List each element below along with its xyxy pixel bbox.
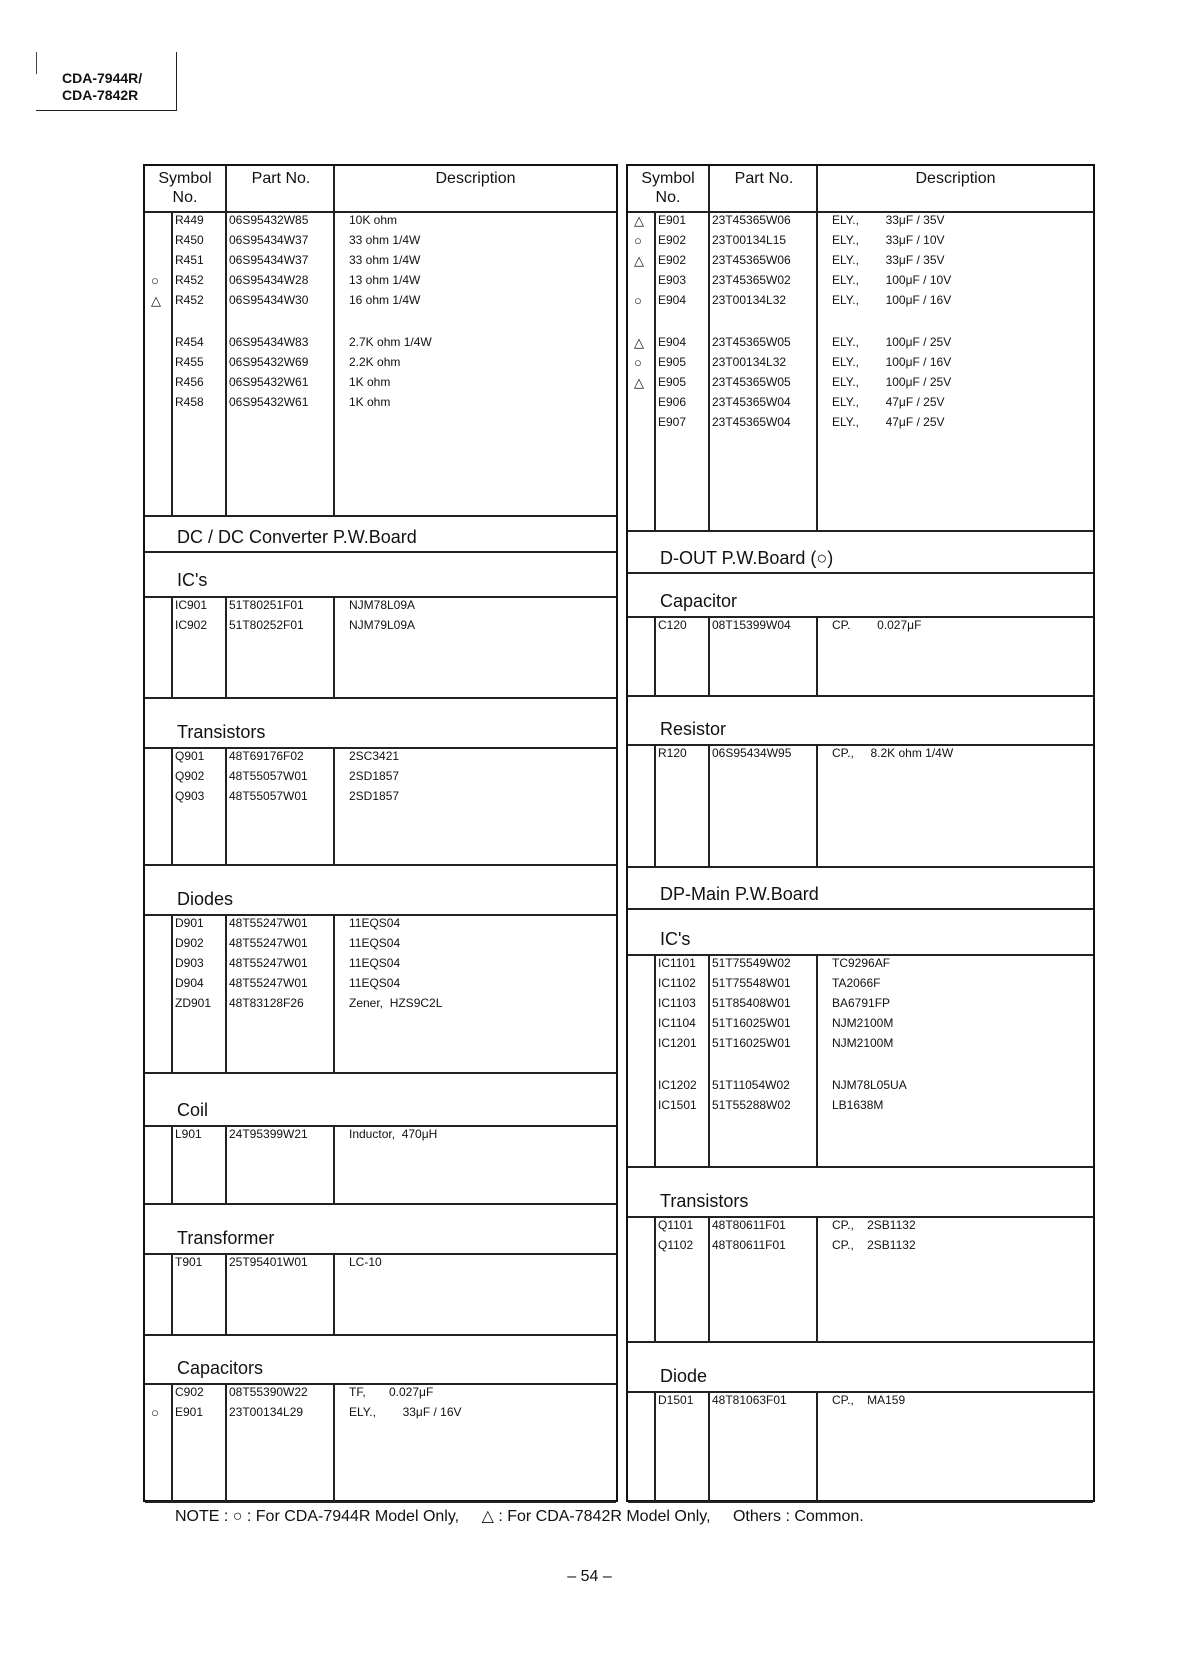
model-marker: △ [634,335,644,350]
section-resistor: Resistor [660,719,727,739]
header-symbol [145,166,225,214]
symbol-no: D903 [175,956,204,970]
electrolytic-row [628,333,1093,353]
description: 1K ohm [349,395,391,409]
symbol-no: R451 [175,253,204,267]
symbol-no: T901 [175,1255,203,1269]
symbol-no: R452 [175,293,204,307]
table-header [145,166,616,213]
part-no: 23T45365W06 [712,213,791,227]
part-no: 48T83128F26 [229,996,304,1010]
header-part: Part No. [734,170,794,187]
symbol-no: D904 [175,976,204,990]
transistor-row [145,747,616,767]
symbol-no: R455 [175,355,204,369]
part-no: 23T45365W05 [712,335,791,349]
description: ELY., 47μF / 25V [832,415,945,429]
part-no: 06S95432W61 [229,375,309,389]
header-divider-2 [333,166,335,214]
coil-block-bottom [145,1203,616,1205]
symbol-no: E903 [658,273,687,287]
electrolytic-row [628,211,1093,231]
part-no: 51T80252F01 [229,618,304,632]
part-no: 23T45365W05 [712,375,791,389]
header-divider-1 [225,166,227,214]
description: 11EQS04 [349,956,401,970]
symbol-no: E905 [658,375,687,389]
section-diode: Diode [660,1366,708,1386]
description: CP., 2SB1132 [832,1218,916,1232]
electrolytic-row [628,393,1093,413]
part-no: 48T55057W01 [229,769,308,783]
symbol-no: R452 [175,273,204,287]
part-no: 48T81063F01 [712,1393,787,1407]
ely-block-bottom [628,530,1093,532]
symbol-no: E904 [658,293,687,307]
board-title-dpmain-rule [628,908,1093,910]
model-line-2: CDA-7842R [62,87,139,103]
header-symbol-text: Symbol No. [641,170,695,206]
description: LC-10 [349,1255,382,1269]
description: ELY., 33μF / 35V [832,213,945,227]
symbol-no: C120 [658,618,687,632]
symbol-no: R450 [175,233,204,247]
coil-row [145,1125,616,1145]
model-line-1: CDA-7944R/ [62,70,143,86]
transistor-row [628,1216,1093,1236]
right-parts-table [626,164,1095,1502]
symbol-no: IC1103 [658,996,696,1010]
model-marker: ○ [634,355,642,370]
description: 2SC3421 [349,749,400,763]
transistor-row [145,787,616,807]
symbol-no: Q902 [175,769,205,783]
electrolytic-row [628,271,1093,291]
symbol-no: E906 [658,395,687,409]
header-symbol [628,166,708,214]
header-symbol-text: Symbol No. [158,170,212,206]
section-ics: IC's [177,570,208,590]
part-no: 23T00134L15 [712,233,787,247]
description: ELY., 47μF / 25V [832,395,945,409]
description: NJM78L09A [349,598,416,612]
resistor-row [145,393,616,413]
description: ELY., 100μF / 25V [832,335,952,349]
section-transistors: Transistors [660,1191,749,1211]
ics-block-bottom [145,697,616,699]
symbol-no: E901 [658,213,687,227]
header-divider-1 [708,166,710,214]
symbol-no: R458 [175,395,204,409]
ic-row [628,994,1093,1014]
note-circle: NOTE : ○ : For CDA-7944R Model Only, [175,1508,460,1525]
model-marker: ○ [151,273,159,288]
symbol-no: IC1202 [658,1078,697,1092]
part-no: 06S95434W37 [229,253,309,267]
description: ELY., 33μF / 16V [349,1405,462,1419]
diode-row [145,934,616,954]
res-lines-top [145,211,616,213]
section-capacitors: Capacitors [177,1358,264,1378]
left-parts-table [143,164,618,1502]
description: Zener, HZS9C2L [349,996,443,1010]
model-marker: △ [634,375,644,390]
model-number [62,70,142,104]
res-lines-bottom [145,515,616,517]
description: 33 ohm 1/4W [349,233,421,247]
model-marker: △ [151,293,161,308]
symbol-no: ZD901 [175,996,212,1010]
part-no: 24T95399W21 [229,1127,308,1141]
resistor-row [145,333,616,353]
capacitor-row [145,1403,616,1423]
board-title-dcdc-rule [145,551,616,553]
description: NJM78L05UA [832,1078,907,1092]
page-number: – 54 – [567,1568,612,1585]
part-no: 51T80251F01 [229,598,304,612]
description: 16 ohm 1/4W [349,293,421,307]
tr-block-bottom [628,1341,1093,1343]
description: NJM2100M [832,1016,894,1030]
electrolytic-row [628,251,1093,271]
resistor-row [145,231,616,251]
description: 33 ohm 1/4W [349,253,421,267]
part-no: 06S95434W83 [229,335,309,349]
model-marker: ○ [634,293,642,308]
ic-row [145,616,616,636]
diode-row [145,974,616,994]
description: 1K ohm [349,375,391,389]
part-no: 51T16025W01 [712,1016,791,1030]
transistor-row [145,767,616,787]
part-no: 06S95434W28 [229,273,309,287]
ic-row [628,1014,1093,1034]
description: ELY., 33μF / 10V [832,233,945,247]
part-no: 25T95401W01 [229,1255,308,1269]
symbol-no: IC1101 [658,956,696,970]
symbol-no: E907 [658,415,687,429]
description: LB1638M [832,1098,884,1112]
description: NJM2100M [832,1036,894,1050]
part-no: 51T85408W01 [712,996,791,1010]
symbol-no: Q901 [175,749,205,763]
symbol-no: R456 [175,375,204,389]
res-lines-v2 [333,211,335,515]
resistor-row [145,211,616,231]
res-block-bottom [628,866,1093,868]
diode-row [145,914,616,934]
part-no: 08T55390W22 [229,1385,308,1399]
part-no: 48T55247W01 [229,916,308,930]
symbol-no: D901 [175,916,204,930]
section-coil: Coil [177,1100,209,1120]
description: 2SD1857 [349,789,400,803]
description: ELY., 100μF / 10V [832,273,952,287]
part-no: 06S95432W69 [229,355,309,369]
ic-block-bottom [628,1166,1093,1168]
ic-row [628,974,1093,994]
part-no: 51T75549W02 [712,956,791,970]
part-no: 23T00134L29 [229,1405,304,1419]
board-title-dout: D-OUT P.W.Board (○) [660,548,834,568]
ic-row [628,954,1093,974]
symbol-no: R454 [175,335,204,349]
electrolytic-row [628,231,1093,251]
description: ELY., 100μF / 16V [832,293,952,307]
resistor-row [145,271,616,291]
part-no: 23T45365W06 [712,253,791,267]
resistor-row [145,251,616,271]
symbol-no: C902 [175,1385,204,1399]
ic-row [628,1096,1093,1116]
section-diodes: Diodes [177,889,234,909]
note-triangle: △ : For CDA-7842R Model Only, [481,1508,711,1525]
description: Inductor, 470μH [349,1127,438,1141]
description: TC9296AF [832,956,891,970]
part-no: 23T45365W02 [712,273,791,287]
symbol-no: E901 [175,1405,204,1419]
part-no: 06S95432W61 [229,395,309,409]
header-part: Part No. [251,170,311,187]
description: ELY., 100μF / 16V [832,355,952,369]
symbol-no: E904 [658,335,687,349]
part-no: 08T15399W04 [712,618,791,632]
part-no: 51T16025W01 [712,1036,791,1050]
part-no: 48T55247W01 [229,936,308,950]
symbol-no: E905 [658,355,687,369]
diode-row [145,954,616,974]
symbol-no: L901 [175,1127,202,1141]
description: 2.2K ohm [349,355,401,369]
diode-row [628,1391,1093,1411]
description: 2SD1857 [349,769,400,783]
cap-block-bottom [628,695,1093,697]
description: 10K ohm [349,213,398,227]
symbol-no: Q903 [175,789,205,803]
tr-block-bottom [145,864,616,866]
diode-row [145,994,616,1014]
description: 11EQS04 [349,976,401,990]
transformer-row [145,1253,616,1273]
description: CP., 8.2K ohm 1/4W [832,746,954,760]
description: 11EQS04 [349,936,401,950]
description: 11EQS04 [349,916,401,930]
ic-row [145,596,616,616]
part-no: 23T00134L32 [712,293,787,307]
description: CP. 0.027μF [832,618,922,632]
table-header [628,166,1093,213]
description: TA2066F [832,976,881,990]
symbol-no: IC1104 [658,1016,696,1030]
diode-block-bottom [628,1501,1093,1503]
cap-block-bottom [145,1501,616,1503]
description: TF, 0.027μF [349,1385,434,1399]
description: CP., 2SB1132 [832,1238,916,1252]
description: ELY., 33μF / 35V [832,253,945,267]
description: 13 ohm 1/4W [349,273,421,287]
trans-block-bottom [145,1334,616,1336]
resistor-row [628,744,1093,764]
symbol-no: IC1102 [658,976,696,990]
symbol-no: Q1102 [658,1238,694,1252]
symbol-no: R449 [175,213,204,227]
ic-row [628,1076,1093,1096]
note-common: Others : Common. [732,1508,864,1525]
electrolytic-row [628,413,1093,433]
section-transformer: Transformer [177,1228,275,1248]
part-no: 06S95434W30 [229,293,309,307]
capacitor-row [628,616,1093,636]
part-no: 48T69176F02 [229,749,304,763]
symbol-no: D902 [175,936,204,950]
part-no: 48T55247W01 [229,976,308,990]
symbol-no: R120 [658,746,687,760]
section-transistors: Transistors [177,722,266,742]
part-no: 51T11054W02 [712,1078,790,1092]
symbol-no: IC1201 [658,1036,697,1050]
description: NJM79L09A [349,618,416,632]
part-no: 51T55288W02 [712,1098,791,1112]
part-no: 06S95432W85 [229,213,309,227]
board-title-dpmain: DP-Main P.W.Board [660,884,819,904]
model-marker: △ [634,253,644,268]
symbol-no: D1501 [658,1393,694,1407]
part-no: 06S95434W95 [712,746,792,760]
description: BA6791FP [832,996,891,1010]
symbol-no: E902 [658,233,687,247]
capacitor-row [145,1383,616,1403]
part-no: 23T45365W04 [712,395,791,409]
model-marker: △ [634,213,644,228]
description: CP., MA159 [832,1393,906,1407]
note [175,1506,882,1526]
description: 2.7K ohm 1/4W [349,335,432,349]
ic-row [628,1034,1093,1054]
symbol-no: Q1101 [658,1218,694,1232]
resistor-row [145,353,616,373]
symbol-no: IC902 [175,618,208,632]
part-no: 51T75548W01 [712,976,791,990]
section-ics: IC's [660,929,691,949]
res-lines-v1 [225,211,227,515]
resistor-row [145,291,616,311]
part-no: 48T80611F01 [712,1238,786,1252]
part-no: 48T55057W01 [229,789,308,803]
electrolytic-row [628,353,1093,373]
symbol-no: E902 [658,253,687,267]
header-desc: Description [435,170,516,187]
part-no: 48T55247W01 [229,956,308,970]
section-capacitor: Capacitor [660,591,738,611]
resistor-row [145,373,616,393]
header-desc: Description [915,170,996,187]
board-title-dcdc: DC / DC Converter P.W.Board [177,527,417,547]
part-no: 06S95434W37 [229,233,309,247]
part-no: 23T00134L32 [712,355,787,369]
symbol-no: IC901 [175,598,208,612]
diode-block-bottom [145,1072,616,1074]
transistor-row [628,1236,1093,1256]
symbol-no: IC1501 [658,1098,697,1112]
electrolytic-row [628,373,1093,393]
model-marker: ○ [151,1405,159,1420]
description: ELY., 100μF / 25V [832,375,952,389]
header-divider-2 [816,166,818,214]
part-no: 23T45365W04 [712,415,791,429]
electrolytic-row [628,291,1093,311]
part-no: 48T80611F01 [712,1218,786,1232]
res-lines-v0 [171,211,173,515]
board-title-dout-rule [628,572,1093,574]
model-marker: ○ [634,233,642,248]
